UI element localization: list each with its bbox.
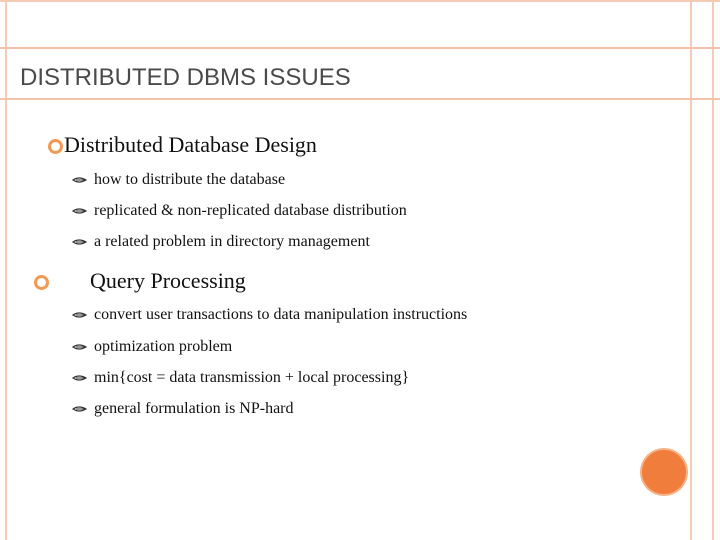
section-heading: Query Processing xyxy=(90,268,246,293)
frame-line-top xyxy=(0,0,720,2)
arrow-bullet-icon xyxy=(72,342,88,352)
list-item: a related problem in directory management xyxy=(94,233,370,250)
section-heading: Distributed Database Design xyxy=(64,132,317,157)
list-item: convert user transactions to data manipulation instructions xyxy=(94,306,468,323)
list-item: replicated & non-replicated database distribution xyxy=(94,202,407,219)
list-item: optimization problem xyxy=(94,338,233,355)
arrow-bullet-icon xyxy=(72,404,88,414)
list-item: general formulation is NP-hard xyxy=(94,400,294,417)
bullet-circle-icon xyxy=(48,139,63,154)
slide-title: DISTRIBUTED DBMS ISSUES xyxy=(20,64,351,91)
frame-line-left xyxy=(5,0,7,540)
frame-line-right-inner xyxy=(690,0,692,540)
decorative-circle xyxy=(642,450,686,494)
frame-line-right-outer xyxy=(712,0,714,540)
arrow-bullet-icon xyxy=(72,175,88,185)
title-rule-top xyxy=(0,47,720,49)
bullet-circle-icon xyxy=(34,275,49,290)
title-rule-bottom xyxy=(0,98,720,100)
arrow-bullet-icon xyxy=(72,237,88,247)
list-item: min{cost = data transmission + local processing} xyxy=(94,369,410,386)
arrow-bullet-icon xyxy=(72,310,88,320)
list-item: how to distribute the database xyxy=(94,171,286,188)
arrow-bullet-icon xyxy=(72,373,88,383)
arrow-bullet-icon xyxy=(72,206,88,216)
